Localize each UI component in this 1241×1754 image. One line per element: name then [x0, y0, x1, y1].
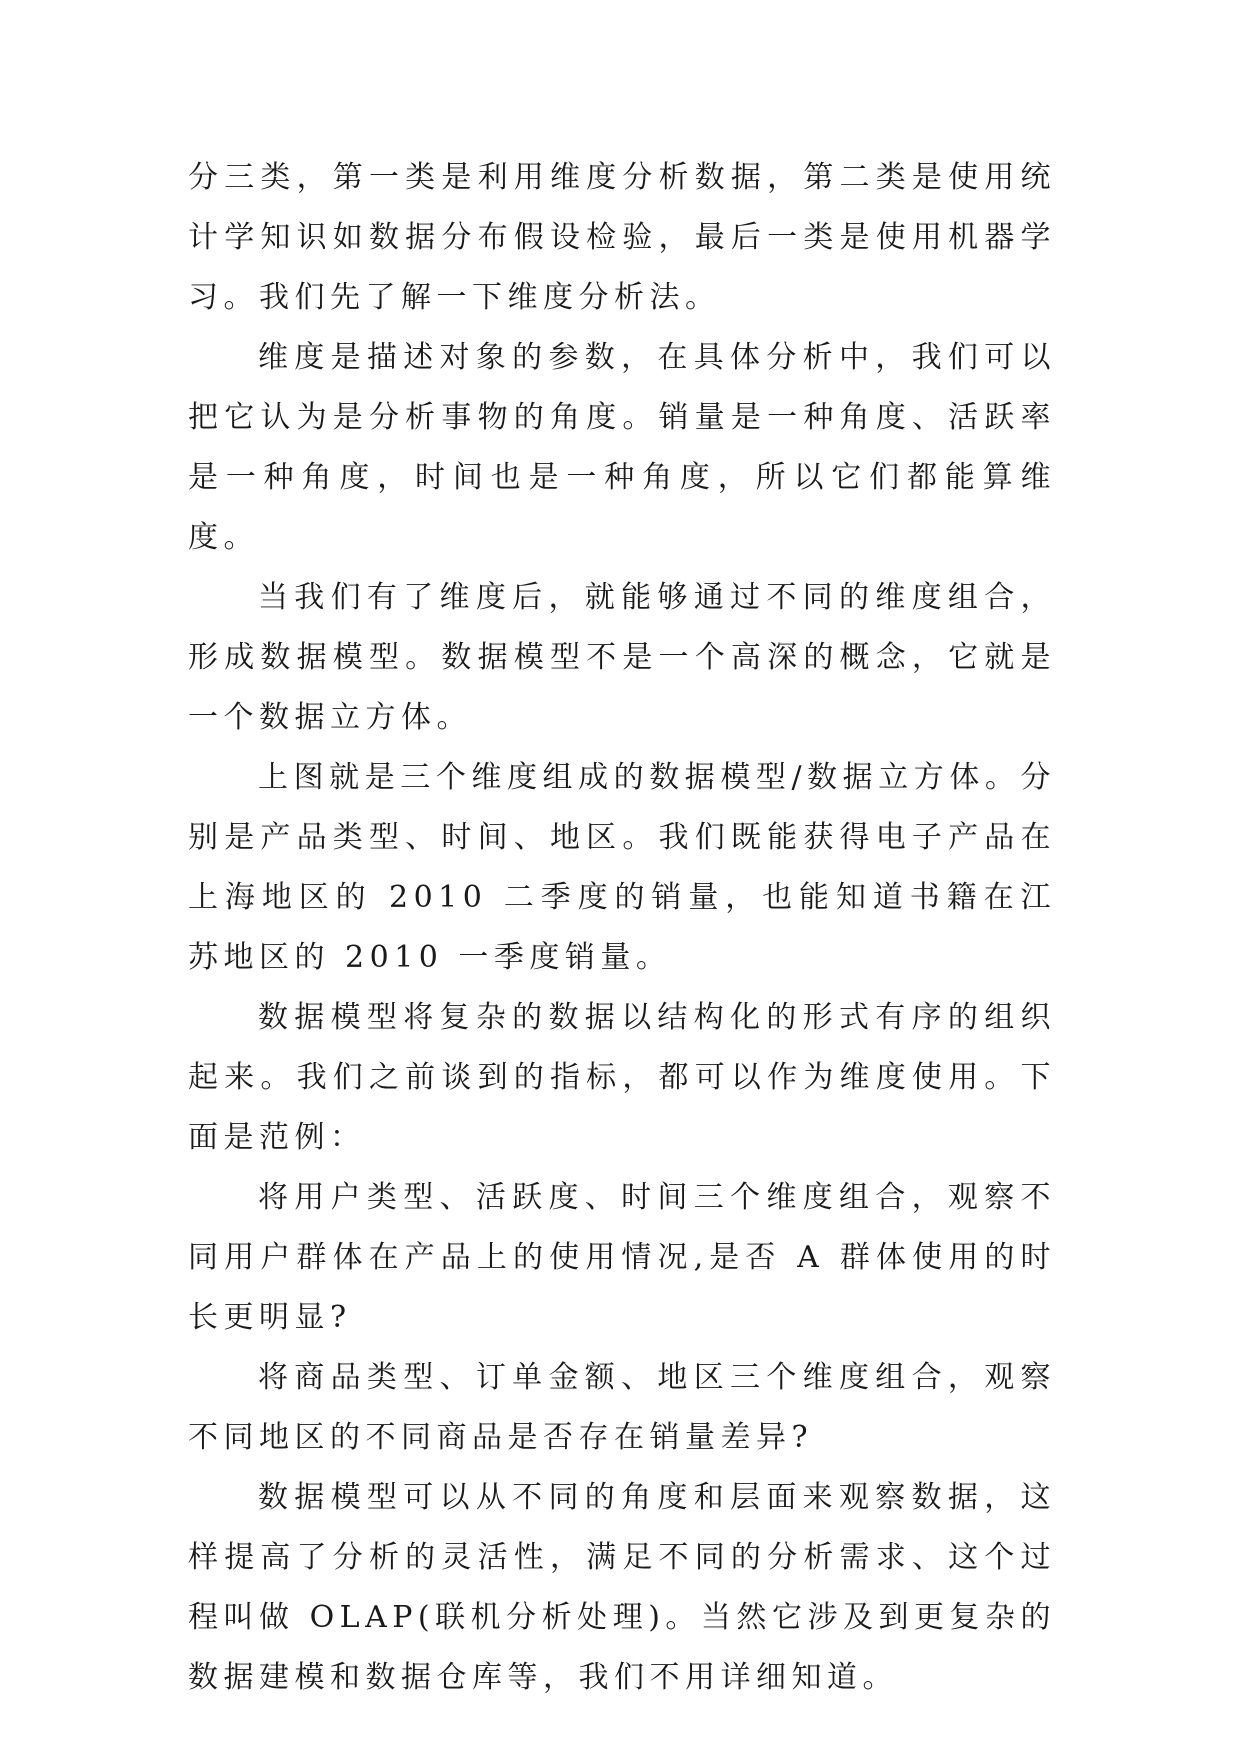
paragraph-data-cube-example: 上图就是三个维度组成的数据模型/数据立方体。分别是产品类型、时间、地区。我们既能获得电子产品在上海地区的 2010 二季度的销量，也能知道书籍在江苏地区的 2010 一季度销量。	[188, 760, 1056, 975]
paragraph-structured-data: 数据模型将复杂的数据以结构化的形式有序的组织起来。我们之前谈到的指标，都可以作为维度使用。下面是范例：	[188, 1000, 1056, 1155]
paragraph-olap: 数据模型可以从不同的角度和层面来观察数据，这样提高了分析的灵活性，满足不同的分析需求、这个过程叫做 OLAP(联机分析处理)。当然它涉及到更复杂的数据建模和数据仓库等，我们不用详细知道。	[188, 1480, 1056, 1695]
paragraph-data-model: 当我们有了维度后，就能够通过不同的维度组合，形成数据模型。数据模型不是一个高深的概念，它就是一个数据立方体。	[188, 580, 1056, 735]
paragraph-example-product-type: 将商品类型、订单金额、地区三个维度组合，观察不同地区的不同商品是否存在销量差异?	[188, 1360, 1056, 1455]
document-body	[188, 148, 1056, 1708]
paragraph-intro-continuation: 分三类，第一类是利用维度分析数据，第二类是使用统计学知识如数据分布假设检验，最后一类是使用机器学习。我们先了解一下维度分析法。	[188, 160, 1056, 315]
paragraph-example-user-type: 将用户类型、活跃度、时间三个维度组合，观察不同用户群体在产品上的使用情况,是否 A 群体使用的时长更明显?	[188, 1180, 1056, 1335]
paragraph-dimension-definition: 维度是描述对象的参数，在具体分析中，我们可以把它认为是分析事物的角度。销量是一种角度、活跃率是一种角度，时间也是一种角度，所以它们都能算维度。	[188, 340, 1056, 555]
